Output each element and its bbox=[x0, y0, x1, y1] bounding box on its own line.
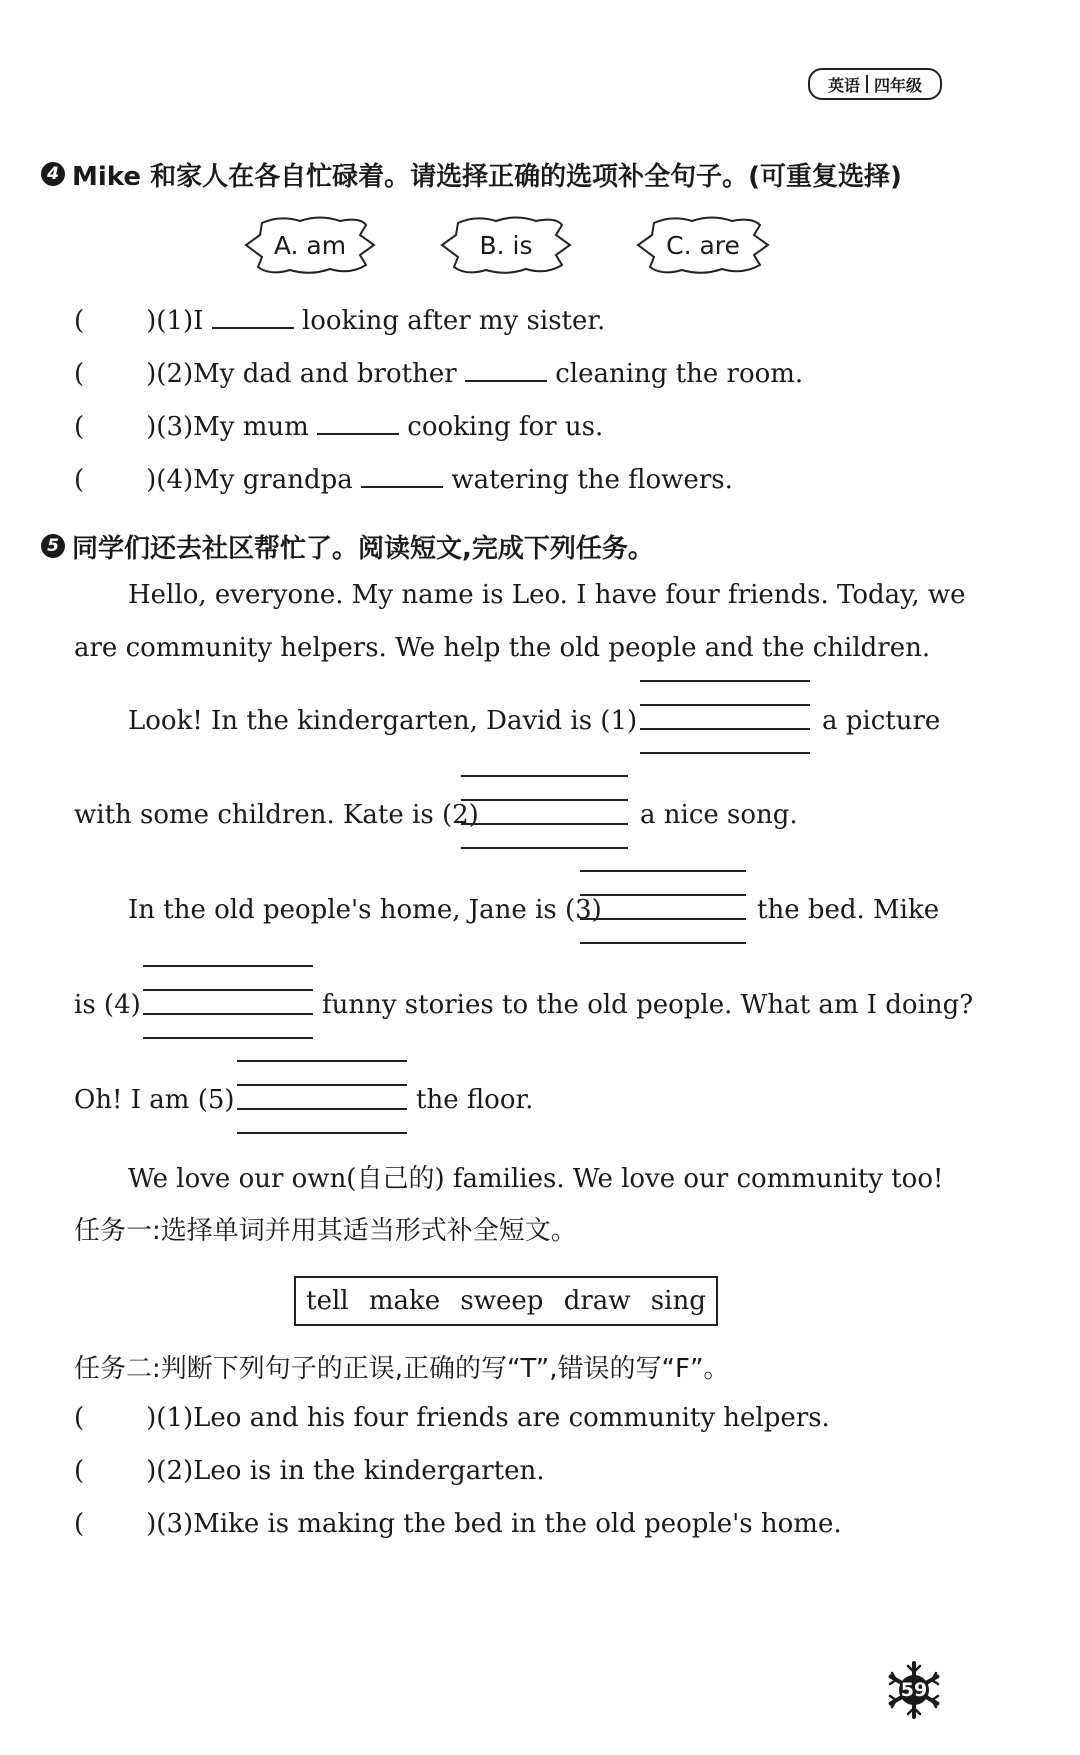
blank-1-four-lines[interactable] bbox=[640, 680, 810, 755]
grade-label: 四年级 bbox=[874, 75, 923, 95]
page-number: 59 bbox=[900, 1679, 928, 1701]
passage-line-7-pre: Oh! I am (5) bbox=[74, 1085, 235, 1115]
answer-blank[interactable] bbox=[317, 409, 399, 435]
task-2-instruction: 任务二:判断下列句子的正误,正确的写“T”,错误的写“F”。 bbox=[74, 1354, 730, 1384]
option-a-label: A. am bbox=[273, 230, 347, 260]
q4-item-2: ( )(2)My dad and brother cleaning the room. bbox=[74, 356, 803, 389]
judge-item-3: ( )(3)Mike is making the bed in the old people's home. bbox=[74, 1509, 842, 1539]
word-bank-item: draw bbox=[563, 1286, 631, 1316]
answer-blank[interactable] bbox=[212, 303, 294, 329]
q4-item-1: ( )(1)I looking after my sister. bbox=[74, 303, 605, 336]
question-5-number: 5 bbox=[41, 534, 65, 558]
answer-paren[interactable]: ( bbox=[74, 465, 85, 495]
answer-paren[interactable]: ( bbox=[74, 412, 85, 442]
tag-divider bbox=[866, 75, 868, 93]
q4-item-4: ( )(4)My grandpa watering the flowers. bbox=[74, 462, 733, 495]
option-b-label: B. is bbox=[479, 230, 533, 260]
option-c-cloud bbox=[632, 213, 774, 277]
judge-item-2: ( )(2)Leo is in the kindergarten. bbox=[74, 1456, 545, 1486]
answer-blank[interactable] bbox=[361, 462, 443, 488]
passage-line-3-pre: Look! In the kindergarten, David is (1) bbox=[128, 706, 638, 736]
subject-grade-tag bbox=[808, 68, 942, 100]
answer-blank[interactable] bbox=[465, 356, 547, 382]
answer-paren[interactable]: ( bbox=[74, 1403, 85, 1433]
word-bank-item: sing bbox=[650, 1286, 706, 1316]
passage-line-3-post: a picture bbox=[822, 706, 941, 736]
passage-line-2: are community helpers. We help the old people and the children. bbox=[74, 633, 931, 663]
question-4-title: Mike 和家人在各自忙碌着。请选择正确的选项补全句子。(可重复选择) bbox=[72, 162, 902, 192]
passage-line-7-post: the floor. bbox=[416, 1085, 534, 1115]
option-c-label: C. are bbox=[666, 230, 740, 260]
option-a-cloud bbox=[240, 213, 380, 277]
passage-line-4-pre: with some children. Kate is (2) bbox=[74, 800, 479, 830]
word-bank bbox=[294, 1276, 718, 1326]
question-5-title: 同学们还去社区帮忙了。阅读短文,完成下列任务。 bbox=[72, 534, 654, 564]
passage-line-8: We love our own(自己的) families. We love our community too! bbox=[128, 1164, 944, 1194]
blank-2-four-lines[interactable] bbox=[461, 775, 628, 850]
blank-5-four-lines[interactable] bbox=[237, 1060, 407, 1135]
passage-line-5-post: the bed. Mike bbox=[757, 895, 940, 925]
passage-line-5-pre: In the old people's home, Jane is (3) bbox=[128, 895, 602, 925]
question-4-number: 4 bbox=[41, 162, 65, 186]
blank-4-four-lines[interactable] bbox=[143, 965, 313, 1040]
answer-paren[interactable]: ( bbox=[74, 1509, 85, 1539]
option-b-cloud bbox=[436, 213, 576, 277]
task-1-instruction: 任务一:选择单词并用其适当形式补全短文。 bbox=[74, 1216, 577, 1246]
answer-paren[interactable]: ( bbox=[74, 359, 85, 389]
q4-item-3: ( )(3)My mum cooking for us. bbox=[74, 409, 603, 442]
blank-3-four-lines[interactable] bbox=[580, 870, 746, 945]
answer-paren[interactable]: ( bbox=[74, 1456, 85, 1486]
passage-line-1: Hello, everyone. My name is Leo. I have four friends. Today, we bbox=[128, 580, 966, 610]
page-number-badge bbox=[884, 1660, 944, 1720]
passage-line-4-post: a nice song. bbox=[640, 800, 798, 830]
judge-item-1: ( )(1)Leo and his four friends are community helpers. bbox=[74, 1403, 830, 1433]
word-bank-item: sweep bbox=[460, 1286, 544, 1316]
word-bank-item: tell bbox=[306, 1286, 349, 1316]
passage-line-6-post: funny stories to the old people. What am I doing? bbox=[322, 990, 974, 1020]
subject-label: 英语 bbox=[827, 75, 860, 95]
answer-paren[interactable]: ( bbox=[74, 306, 85, 336]
word-bank-item: make bbox=[368, 1286, 441, 1316]
passage-line-6-pre: is (4) bbox=[74, 990, 141, 1020]
